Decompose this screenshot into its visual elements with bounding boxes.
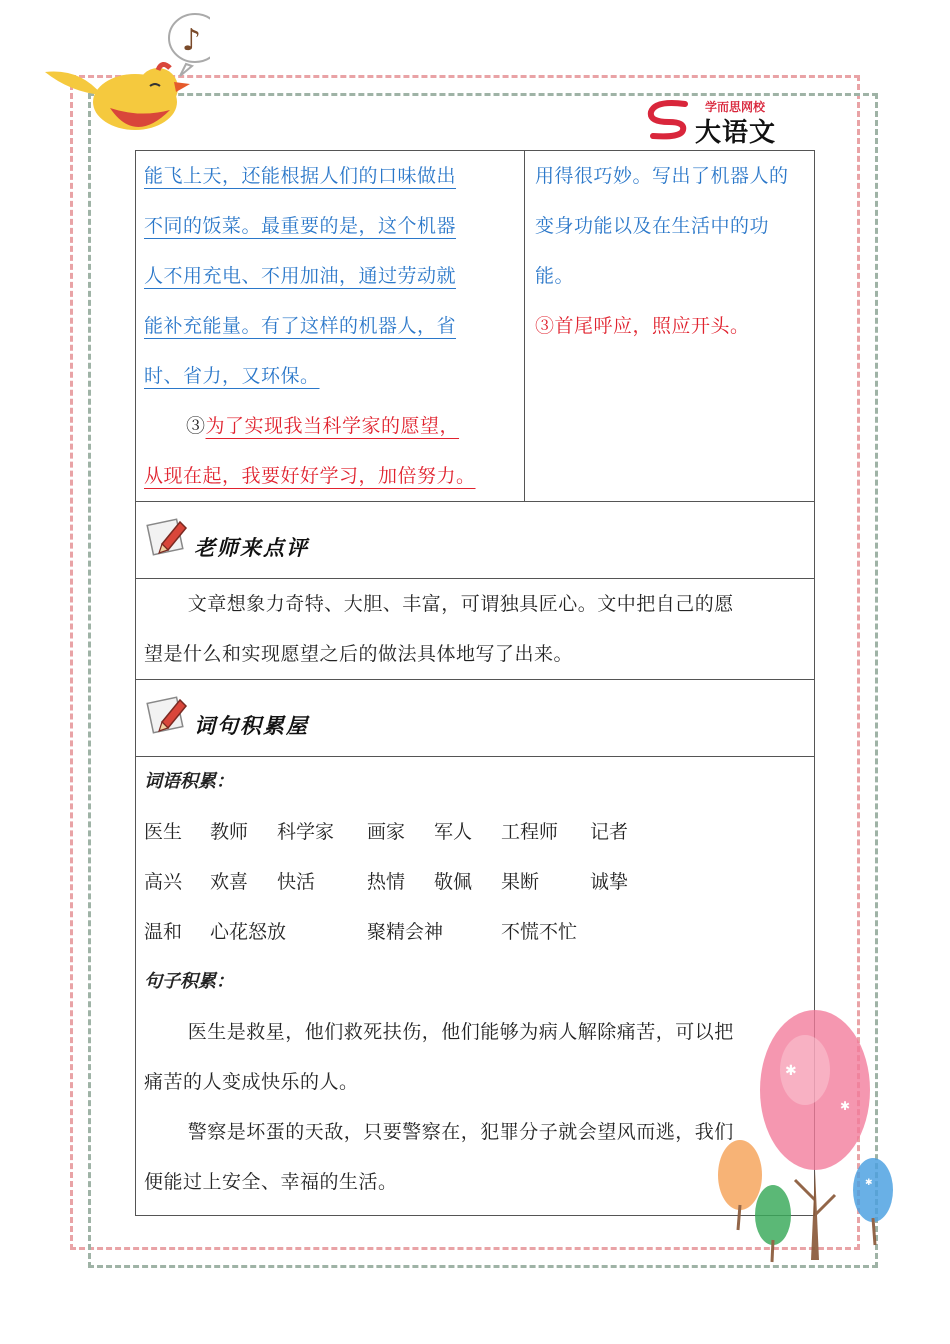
word: 军人 <box>434 821 473 843</box>
words-label: 词语积累： <box>144 771 234 792</box>
word: 科学家 <box>277 821 335 843</box>
review-line: 文章想象力奇特、大胆、丰富，可谓独具匠心。文中把自己的愿 <box>187 593 734 615</box>
sentence-line: 警察是坏蛋的天敌，只要警察在，犯罪分子就会望风而逃，我们 <box>187 1121 734 1143</box>
accum-header <box>136 680 815 757</box>
essay-line: 不同的饭菜。最重要的是，这个机器 <box>144 215 457 237</box>
words-row <box>144 907 806 957</box>
pencil-icon <box>146 514 190 558</box>
essay-red-line: 为了实现我当科学家的愿望， <box>205 415 460 437</box>
word: 工程师 <box>501 821 559 843</box>
review-head-row <box>136 502 815 579</box>
sentences-label: 句子积累： <box>144 971 234 992</box>
essay-line: 时、省力，又环保。 <box>144 365 320 387</box>
word: 快活 <box>277 871 316 893</box>
word: 热情 <box>367 871 406 893</box>
content-table <box>135 150 815 1216</box>
svg-text:✱: ✱ <box>840 1099 851 1113</box>
sentence-line: 痛苦的人变成快乐的人。 <box>144 1071 359 1093</box>
essay-line: 能飞上天，还能根据人们的口味做出 <box>144 165 457 187</box>
word: 果断 <box>501 871 540 893</box>
review-title: 老师来点评 <box>194 535 309 560</box>
bird-music-decoration <box>40 10 210 140</box>
review-body-row <box>136 579 815 680</box>
essay-marker: ③ <box>186 415 206 437</box>
annotation-line: 变身功能以及在生活中的功 <box>535 215 770 237</box>
essay-line: 能补充能量。有了这样的机器人，省 <box>144 315 457 337</box>
essay-text-cell <box>136 151 525 502</box>
word: 欢喜 <box>210 871 249 893</box>
review-body <box>136 579 815 680</box>
pencil-icon <box>146 692 190 736</box>
word: 医生 <box>144 821 183 843</box>
annotation-line: 能。 <box>535 265 575 287</box>
word: 温和 <box>144 921 183 943</box>
accum-body <box>136 757 815 1216</box>
words-row <box>144 807 806 857</box>
svg-text:✱: ✱ <box>865 1178 873 1188</box>
essay-row <box>136 151 815 502</box>
word: 诚挚 <box>590 871 629 893</box>
essay-line: 人不用充电、不用加油，通过劳动就 <box>144 265 457 287</box>
brand-big-text: 大语文 <box>695 118 777 148</box>
brand-small-text: 学而思网校 <box>705 100 766 114</box>
sentence-line: 医生是救星，他们救死扶伤，他们能够为病人解除痛苦，可以把 <box>187 1021 734 1043</box>
accum-title: 词句积累屋 <box>194 713 309 738</box>
annotation-line: 用得很巧妙。写出了机器人的 <box>535 165 789 187</box>
annotation-cell <box>525 151 815 502</box>
trees-decoration <box>715 1000 925 1280</box>
review-line: 望是什么和实现愿望之后的做法具体地写了出来。 <box>144 643 574 665</box>
brand-logo <box>645 98 795 146</box>
word: 画家 <box>367 821 406 843</box>
svg-text:✱: ✱ <box>785 1063 797 1079</box>
word: 敬佩 <box>434 871 473 893</box>
essay-red-line: 从现在起，我要好好学习，加倍努力。 <box>144 465 476 487</box>
word: 记者 <box>590 821 629 843</box>
word: 聚精会神 <box>367 921 444 943</box>
brand-s-icon <box>645 98 693 142</box>
sentence-line: 便能过上安全、幸福的生活。 <box>144 1171 398 1193</box>
accum-head-row <box>136 680 815 757</box>
words-row <box>144 857 806 907</box>
annotation-red-line: ③首尾呼应，照应开头。 <box>535 315 750 337</box>
accum-body-row <box>136 757 815 1216</box>
word: 不慌不忙 <box>501 921 578 943</box>
review-header <box>136 502 815 579</box>
word: 高兴 <box>144 871 183 893</box>
word: 教师 <box>210 821 249 843</box>
svg-text:♪: ♪ <box>182 23 202 58</box>
word: 心花怒放 <box>210 921 287 943</box>
